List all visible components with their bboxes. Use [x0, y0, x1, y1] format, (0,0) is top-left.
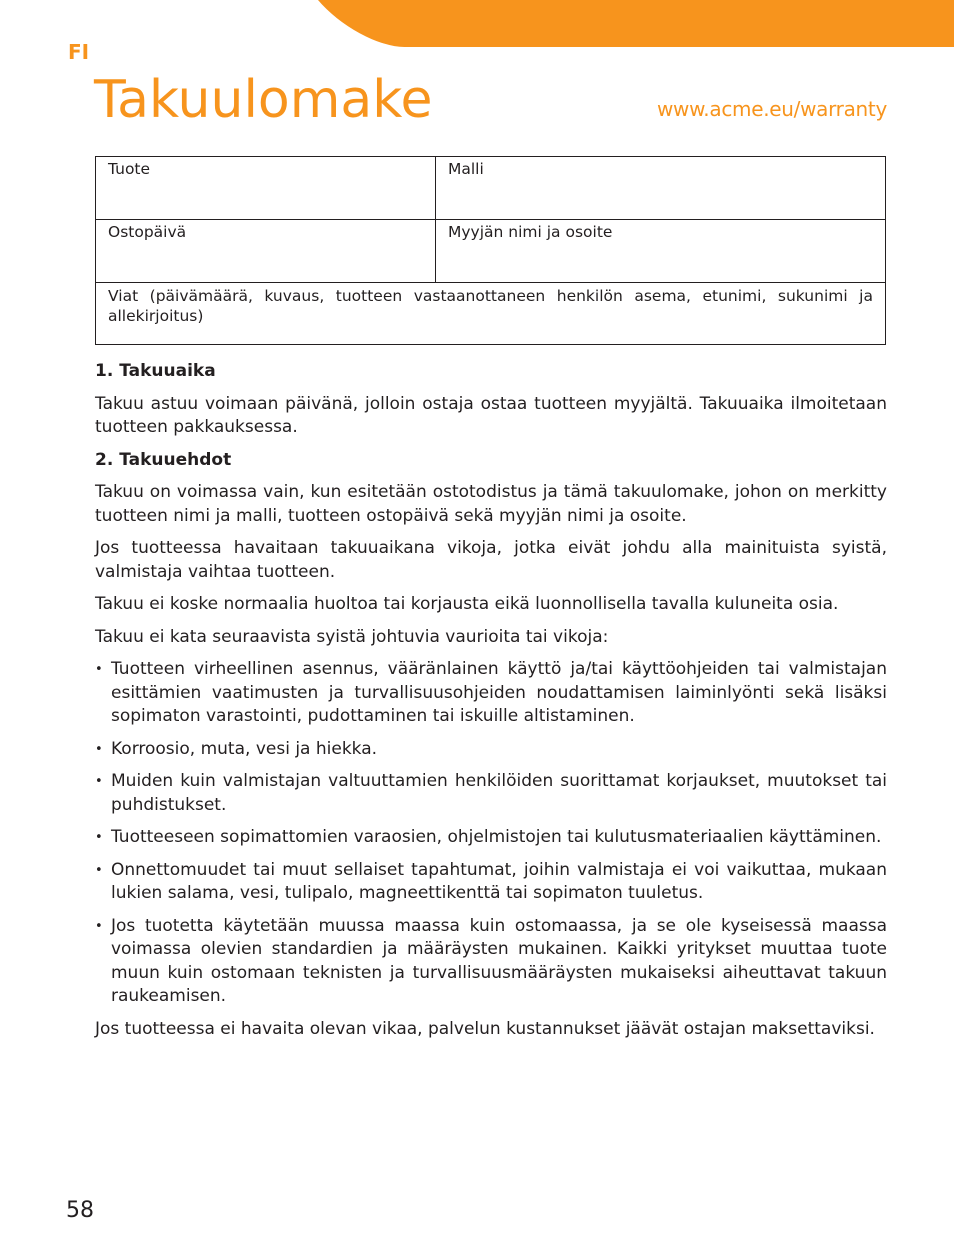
page-number: 58 — [66, 1198, 94, 1223]
header-tab — [318, 0, 954, 47]
language-code: FI — [68, 40, 90, 64]
bullet-icon: • — [95, 862, 103, 878]
page-title: Takuulomake — [94, 70, 433, 130]
bullet-icon: • — [95, 918, 103, 934]
list-item — [95, 915, 887, 1009]
product-field: Tuote — [96, 157, 436, 220]
list-item — [95, 658, 887, 729]
defects-field: Viat (päivämäärä, kuvaus, tuotteen vastaanottaneen henkilön asema, etunimi, sukunimi ja allekirjoitus) — [96, 283, 886, 345]
closing-paragraph: Jos tuotteessa ei havaita olevan vikaa, palvelun kustannukset jäävät ostajan maksettaviksi. — [95, 1018, 875, 1039]
paragraph: Takuu ei koske normaalia huoltoa tai korjausta eikä luonnollisella tavalla kuluneita osia. — [95, 594, 839, 614]
warranty-form — [95, 156, 886, 345]
paragraph: Jos tuotteessa havaitaan takuuaikana vikoja, jotka eivät johdu alla mainituista syistä, valmistaja vaihtaa tuotteen. — [95, 538, 887, 582]
list-item-text: Tuotteen virheellinen asennus, vääränlainen käyttö ja/tai käyttöohjeiden tai valmistajan esittämien vaatimusten ja turvallisuusohjeiden noudattamisen laiminlyönti sekä lisäksi sopimaton varastointi, pudottaminen tai iskuille altistaminen. — [111, 659, 887, 726]
list-item — [95, 826, 887, 850]
document-body — [95, 360, 887, 1050]
model-field: Malli — [436, 157, 886, 220]
section-heading-warranty-period: 1. Takuuaika — [95, 361, 216, 381]
list-item — [95, 859, 887, 906]
warranty-url[interactable]: www.acme.eu/warranty — [656, 97, 887, 121]
paragraph: Takuu ei kata seuraavista syistä johtuvia vaurioita tai vikoja: — [95, 626, 609, 647]
list-item-text: Jos tuotetta käytetään muussa maassa kuin ostomaassa, ja se ole kyseisessä maassa voimassa olevien standardien ja määräysten mukainen. Kaikki yritykset muuttaa tuote muun kuin ostomaan teknisten ja turvallisuusmääräysten mukaiseksi aiheuttavat takuun raukeamisen. — [111, 915, 887, 1006]
list-item-text: Tuotteeseen sopimattomien varaosien, ohjelmistojen tai kulutusmateriaalien käyttäminen. — [111, 827, 882, 847]
paragraph: Takuu on voimassa vain, kun esitetään ostotodistus ja tämä takuulomake, johon on merkitty tuotteen nimi ja malli, tuotteen ostopäivä sekä myyjän nimi ja osoite. — [95, 482, 887, 526]
paragraph: Takuu astuu voimaan päivänä, jolloin ostaja ostaa tuotteen myyjältä. Takuuaika ilmoitetaan tuotteen pakkauksessa. — [95, 393, 887, 437]
bullet-icon: • — [95, 830, 103, 845]
list-item-text: Korroosio, muta, vesi ja hiekka. — [111, 738, 378, 759]
bullet-icon: • — [95, 774, 103, 789]
purchase-date-field: Ostopäivä — [96, 220, 436, 283]
list-item — [95, 738, 887, 762]
exclusions-list — [95, 658, 887, 1009]
bullet-icon: • — [95, 662, 103, 677]
seller-field: Myyjän nimi ja osoite — [436, 220, 886, 283]
list-item-text: Muiden kuin valmistajan valtuuttamien henkilöiden suorittamat korjaukset, muutokset tai puhdistukset. — [111, 771, 887, 815]
list-item — [95, 770, 887, 817]
section-heading-warranty-terms: 2. Takuuehdot — [95, 449, 232, 470]
list-item-text: Onnettomuudet tai muut sellaiset tapahtumat, joihin valmistaja ei voi vaikuttaa, mukaan lukien salama, vesi, tulipalo, magneettikenttä tai sopimaton tuuletus. — [111, 859, 887, 903]
bullet-icon: • — [95, 741, 103, 757]
